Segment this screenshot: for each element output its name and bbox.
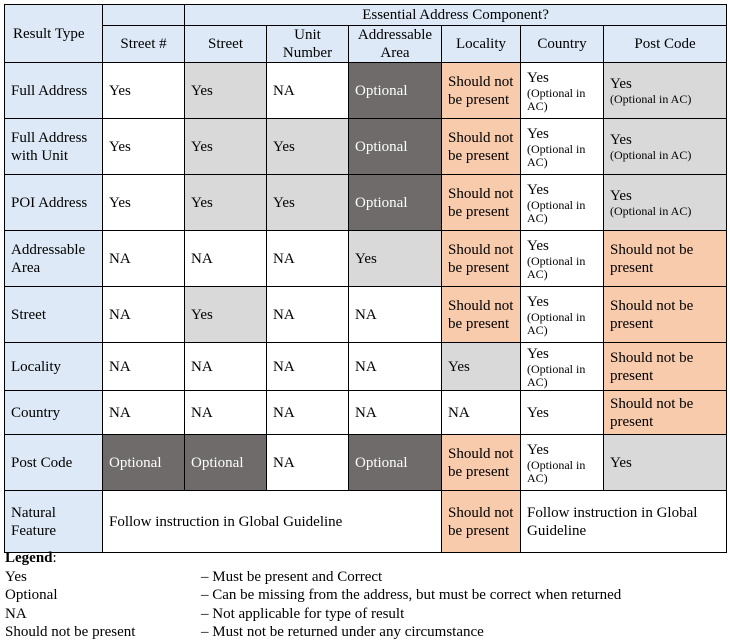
table-cell	[349, 435, 442, 491]
row-label: Post Code	[5, 435, 103, 491]
cell-value: Yes	[448, 358, 470, 375]
table-cell	[103, 435, 185, 491]
cell-value: Optional	[355, 194, 408, 211]
table-row	[5, 175, 727, 231]
cell-value: Yes	[191, 194, 213, 211]
cell-note: (Optional in AC)	[610, 204, 692, 218]
column-header: Post Code	[604, 26, 727, 63]
table-row	[5, 435, 727, 491]
table-cell	[521, 391, 604, 435]
table-cell	[185, 343, 267, 391]
legend-title: Legend:	[5, 550, 57, 566]
table-cell	[604, 391, 727, 435]
cell-value: Should not be present	[610, 241, 694, 276]
blank-header	[103, 5, 185, 26]
group-header: Essential Address Component?	[185, 5, 727, 26]
cell-note: (Optional in AC)	[527, 361, 586, 389]
cell-note: (Optional in AC)	[527, 457, 586, 485]
cell-value: Yes	[527, 441, 549, 458]
table-cell	[185, 391, 267, 435]
cell-value: Yes	[273, 194, 295, 211]
cell-value: NA	[355, 358, 377, 375]
cell-value: Yes	[527, 125, 549, 142]
cell-value: Yes	[527, 345, 549, 362]
legend-item	[5, 586, 622, 605]
table-cell	[349, 63, 442, 119]
table-cell	[185, 287, 267, 343]
cell-value: Yes	[191, 306, 213, 323]
cell-value: NA	[355, 404, 377, 421]
table-row	[5, 287, 727, 343]
table-cell	[521, 435, 604, 491]
table-cell	[442, 63, 521, 119]
legend-item	[5, 568, 383, 587]
table-cell	[267, 343, 349, 391]
cell-value: NA	[273, 306, 295, 323]
cell-value: NA	[273, 404, 295, 421]
table-cell	[604, 287, 727, 343]
cell-value: Optional	[191, 454, 244, 471]
column-header: Unit Number	[267, 26, 349, 63]
table-row	[5, 343, 727, 391]
table-cell	[267, 435, 349, 491]
row-label: Full Address	[5, 63, 103, 119]
legend-term: NA	[5, 605, 27, 622]
cell-value: Yes	[273, 138, 295, 155]
legend-desc: – Must not be returned under any circumstance	[201, 624, 484, 640]
table-cell	[604, 231, 727, 287]
table-cell	[349, 343, 442, 391]
legend-term: Optional	[5, 587, 58, 603]
table-cell	[604, 435, 727, 491]
cell-value: Yes	[191, 82, 213, 99]
cell-value: NA	[109, 306, 131, 323]
cell-value: Yes	[109, 194, 131, 211]
legend-item	[5, 605, 405, 624]
table-row	[5, 391, 727, 435]
cell-note: (Optional in AC)	[527, 197, 586, 225]
corner-header: Result Type	[5, 5, 103, 63]
cell-value: NA	[273, 82, 295, 99]
row-label: Full Address with Unit	[5, 119, 103, 175]
cell-value: NA	[273, 250, 295, 267]
guideline-span: Follow instruction in Global Guideline	[521, 491, 727, 553]
table-cell	[349, 287, 442, 343]
cell-value: Yes	[527, 181, 549, 198]
table-cell	[349, 391, 442, 435]
cell-value: Yes	[191, 138, 213, 155]
table-cell	[185, 175, 267, 231]
cell-value: Should not be present	[448, 241, 514, 276]
table-cell	[267, 391, 349, 435]
row-label: Street	[5, 287, 103, 343]
cell-value: NA	[191, 358, 213, 375]
result-type-table	[4, 4, 727, 553]
cell-value: Optional	[355, 454, 408, 471]
cell-value: NA	[273, 454, 295, 471]
table-cell	[349, 231, 442, 287]
table-cell	[185, 119, 267, 175]
cell-value: Should not be present	[448, 73, 514, 108]
cell-value: NA	[273, 358, 295, 375]
table-cell	[267, 287, 349, 343]
table-cell	[267, 63, 349, 119]
legend	[5, 549, 622, 642]
cell-value: NA	[448, 404, 470, 421]
legend-desc: – Must be present and Correct	[201, 568, 383, 585]
cell-value: Yes	[610, 132, 632, 148]
cell-note: (Optional in AC)	[527, 309, 586, 337]
row-label: Country	[5, 391, 103, 435]
cell-value: Yes	[355, 250, 377, 267]
table-cell	[267, 119, 349, 175]
table-cell	[103, 175, 185, 231]
legend-desc: – Can be missing from the address, but must be correct when returned	[201, 587, 622, 603]
table-row	[5, 119, 727, 175]
row-label: POI Address	[5, 175, 103, 231]
cell-value: NA	[109, 358, 131, 375]
cell-value: NA	[191, 404, 213, 421]
guideline-span: Follow instruction in Global Guideline	[103, 491, 442, 553]
table-cell	[521, 63, 604, 119]
legend-item	[5, 623, 484, 642]
table-cell	[604, 175, 727, 231]
table-cell	[604, 119, 727, 175]
table-cell	[604, 343, 727, 391]
column-header: Street #	[103, 26, 185, 63]
table-cell	[521, 175, 604, 231]
cell-note: (Optional in AC)	[527, 85, 586, 113]
table-row	[5, 231, 727, 287]
column-header: Locality	[442, 26, 521, 63]
table-cell	[103, 287, 185, 343]
column-header: Street	[185, 26, 267, 63]
table-cell	[185, 63, 267, 119]
cell-value: Optional	[355, 82, 408, 99]
cell-value: Yes	[109, 82, 131, 99]
cell-value: NA	[109, 250, 131, 267]
table-cell	[185, 231, 267, 287]
table-cell	[267, 175, 349, 231]
table-cell	[103, 63, 185, 119]
cell-value: NA	[355, 306, 377, 323]
cell-value: Should not be present	[448, 297, 514, 332]
legend-term: Should not be present	[5, 624, 136, 640]
cell-value: Yes	[610, 454, 632, 471]
table-cell	[442, 435, 521, 491]
cell-value: NA	[109, 404, 131, 421]
cell-note: (Optional in AC)	[610, 92, 692, 106]
cell-value: Should not be present	[448, 185, 514, 220]
table-cell	[103, 119, 185, 175]
column-header: Country	[521, 26, 604, 63]
table-cell	[442, 287, 521, 343]
cell-value: Should not be present	[610, 297, 694, 332]
row-label: Addressable Area	[5, 231, 103, 287]
cell-value: Yes	[610, 76, 632, 92]
table-cell	[349, 175, 442, 231]
cell-value: Yes	[527, 293, 549, 310]
table-cell	[349, 119, 442, 175]
table-cell	[521, 287, 604, 343]
cell-value: Yes	[527, 69, 549, 86]
table-cell	[604, 63, 727, 119]
table-cell	[185, 435, 267, 491]
locality-cell: Should not be present	[442, 491, 521, 553]
cell-value: Optional	[109, 454, 162, 471]
table-cell	[103, 391, 185, 435]
table-cell	[442, 175, 521, 231]
cell-value: Optional	[355, 138, 408, 155]
cell-note: (Optional in AC)	[610, 148, 692, 162]
table-row	[5, 63, 727, 119]
legend-term: Yes	[5, 568, 27, 585]
table-cell	[442, 391, 521, 435]
cell-value: Yes	[109, 138, 131, 155]
cell-value: Should not be present	[610, 349, 694, 384]
cell-value: Should not be present	[448, 445, 514, 480]
cell-value: Should not be present	[610, 395, 694, 430]
row-label: Locality	[5, 343, 103, 391]
table-cell	[103, 343, 185, 391]
table-cell	[521, 343, 604, 391]
table-cell	[442, 119, 521, 175]
table-cell	[103, 231, 185, 287]
cell-value: Should not be present	[448, 129, 514, 164]
legend-desc: – Not applicable for type of result	[201, 605, 405, 622]
cell-value: Yes	[610, 188, 632, 204]
row-label: Natural Feature	[5, 491, 103, 553]
table-cell	[442, 343, 521, 391]
cell-note: (Optional in AC)	[527, 253, 586, 281]
cell-note: (Optional in AC)	[527, 141, 586, 169]
table-cell	[521, 119, 604, 175]
column-header: Addressable Area	[349, 26, 442, 63]
table-cell	[267, 231, 349, 287]
table-cell	[521, 231, 604, 287]
cell-value: Yes	[527, 237, 549, 254]
table-row-natural-feature	[5, 491, 727, 553]
table-cell	[442, 231, 521, 287]
cell-value: NA	[191, 250, 213, 267]
cell-value: Yes	[527, 404, 549, 421]
